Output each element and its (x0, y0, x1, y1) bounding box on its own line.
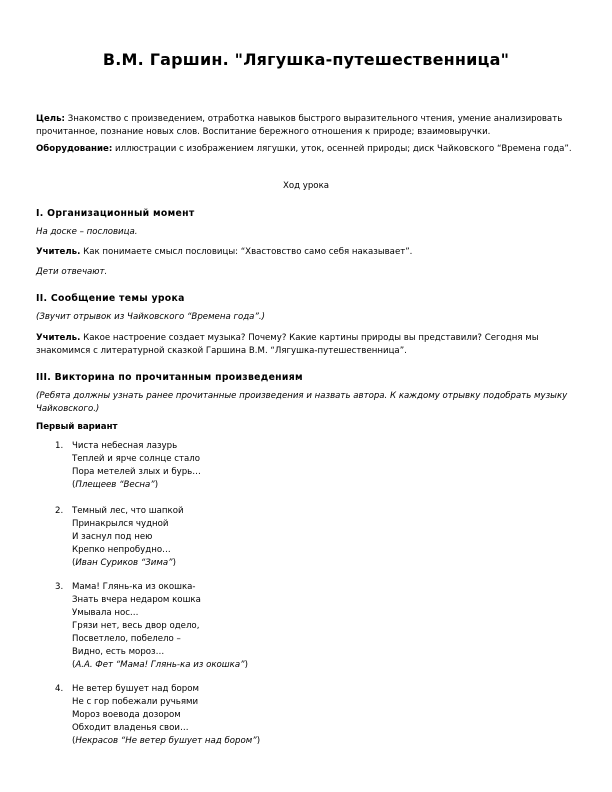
goal-text: Знакомство с произведением, отработка навыков быстрого выразительного чтения, умение анализировать прочитанное, познание новых слов. Воспитание бережного отношения к природе; взаимовыручки. (36, 114, 563, 137)
teacher-label: Учитель. (36, 247, 81, 257)
poem-line: Посветлело, побелело – (72, 634, 181, 644)
section1-teacher (36, 246, 584, 259)
poem-source: (Плещеев “Весна”) (72, 480, 159, 490)
poem-line: Мама! Глянь-ка из окошка- (72, 582, 196, 592)
section1-kids: Дети отвечают. (36, 267, 108, 277)
poem-number: 4. (55, 684, 64, 694)
goal-paragraph (36, 113, 584, 139)
section2-note: (Звучит отрывок из Чайковского “Времена года”.) (36, 312, 265, 322)
teacher-text: Как понимаете смысл пословицы: “Хвастовство само себя наказывает”. (80, 247, 413, 257)
poem-source: (Иван Суриков “Зима”) (72, 558, 176, 568)
poem-line: Видно, есть мороз… (72, 647, 165, 657)
page-title: В.М. Гаршин. "Лягушка-путешественница" (102, 50, 510, 69)
goal-label: Цель: (36, 114, 65, 124)
variant-heading: Первый вариант (36, 422, 118, 432)
poem-1 (72, 440, 201, 492)
poem-source: (Некрасов “Не ветер бушует над бором”) (72, 736, 261, 746)
poem-line: Крепко непробудно… (72, 545, 171, 555)
section1-heading: I. Организационный момент (36, 208, 195, 219)
section3-heading: III. Викторина по прочитанным произведениям (36, 372, 303, 383)
poem-line: Принакрылся чудной (72, 519, 169, 529)
poem-number: 1. (55, 441, 64, 451)
equipment-paragraph (36, 143, 584, 156)
poem-number: 3. (55, 582, 64, 592)
poem-line: Не с гор побежали ручьями (72, 697, 199, 707)
teacher-text: Какое настроение создает музыка? Почему? Какие картины природы вы представили? Сегодня мы знакомимся с литературной сказкой Гаршина В.М. “Лягушка-путешественница”. (36, 333, 539, 356)
poem-line: Не ветер бушует над бором (72, 684, 199, 694)
equipment-text: иллюстрации с изображением лягушки, уток, осенней природы; диск Чайковского “Времена года”. (112, 144, 572, 154)
poem-source: (А.А. Фет “Мама! Глянь-ка из окошка”) (72, 660, 248, 670)
poem-line: Мороз воевода дозором (72, 710, 181, 720)
section3-note: (Ребята должны узнать ранее прочитанные произведения и назвать автора. К каждому отрывку подобрать музыку Чайковского.) (36, 391, 568, 414)
poem-line: Грязи нет, весь двор одело, (72, 621, 200, 631)
poem-4 (72, 683, 260, 748)
equipment-label: Оборудование: (36, 144, 113, 154)
poem-line: Пора метелей злых и бурь… (72, 467, 201, 477)
section1-board: На доске – пословица. (36, 227, 138, 237)
poem-line: Темный лес, что шапкой (72, 506, 184, 516)
poem-line: Умывала нос… (72, 608, 139, 618)
poem-line: Обходит владенья свои… (72, 723, 189, 733)
poem-3 (72, 581, 248, 672)
poem-line: И заснул под нею (72, 532, 153, 542)
section2-heading: II. Сообщение темы урока (36, 293, 185, 304)
teacher-label: Учитель. (36, 333, 81, 343)
poem-line: Теплей и ярче солнце стало (72, 454, 200, 464)
poem-line: Знать вчера недаром кошка (72, 595, 201, 605)
poem-number: 2. (55, 506, 64, 516)
poem-line: Чиста небесная лазурь (72, 441, 178, 451)
lesson-heading: Ход урока (282, 181, 330, 191)
poem-2 (72, 505, 184, 570)
section2-teacher (36, 332, 584, 358)
